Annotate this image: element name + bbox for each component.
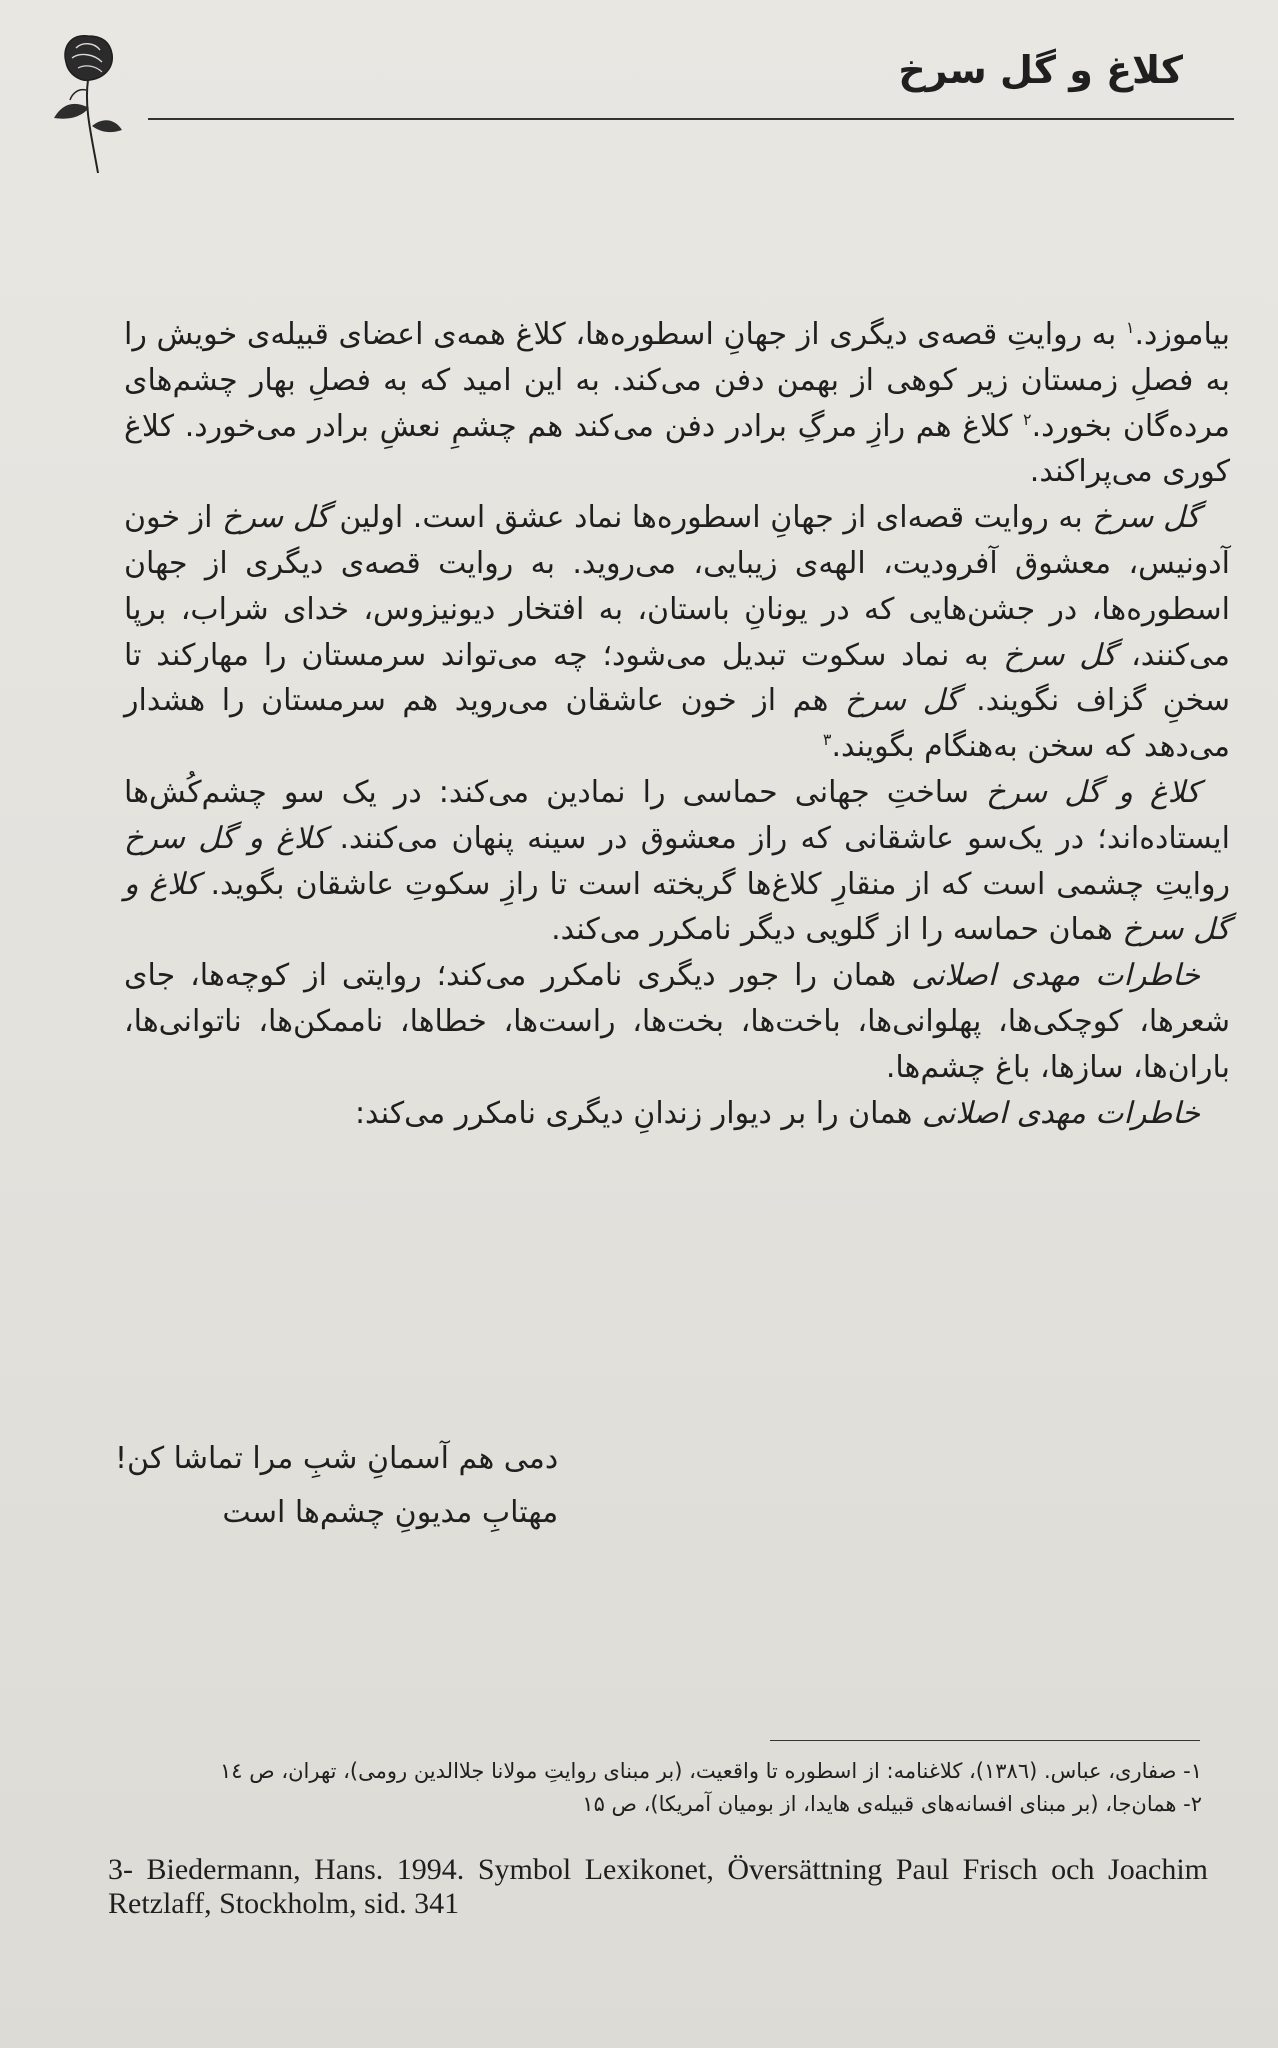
running-header-title: کلاغ و گل سرخ: [898, 48, 1183, 92]
poem: [115, 1432, 558, 1540]
footnote-3: 3- Biedermann, Hans. 1994. Symbol Lexikonet, Översättning Paul Frisch och Joachim Retzlaff, Stockholm, sid. 341: [108, 1853, 1208, 1920]
footnotes: [110, 1755, 1202, 1821]
paragraph-memoirs: خاطرات مهدی اصلانی همان را جور دیگری نامکرر می‌کند؛ روایتی از کوچه‌ها، جای شعرها، کوچکی‌ها، پهلوانی‌ها، باخت‌ها، بخت‌ها، راست‌ها، خطاها، ناممکن‌ها، ناتوانی‌ها، باران‌ها، سازها، باغ چشم‌ها.: [124, 958, 1230, 1085]
paragraph-crow-burial: بیاموزد.$^۱$ به روایتِ قصه‌ی دیگری از جهانِ اسطوره‌ها، کلاغ همه‌ی اعضای قبیله‌ی خویش را به فصلِ زمستان زیر کوهی از بهمن دفن می‌کند. به این امید که به فصلِ بهار چشم‌های مرده‌گان بخورد.$^۲$ کلاغ هم رازِ مرگِ برادر دفن می‌کند هم چشمِ نعشِ برادر می‌خورد. کلاغ کوری می‌پراکند.: [124, 317, 1230, 490]
footnote-rule: [770, 1740, 1200, 1741]
rose-icon: [48, 28, 128, 178]
poem-line-2: مهتابِ مدیونِ چشم‌ها است: [222, 1495, 559, 1530]
footnote-ref-1: ۱: [1125, 318, 1135, 337]
body-text: [124, 312, 1230, 1136]
footnote-ref-3: ۳: [822, 730, 832, 750]
paragraph-red-rose: گل سرخ به روایت قصه‌ای از جهانِ اسطوره‌ها نماد عشق است. اولین گل سرخ از خون آدونیس، معشوق آفرودیت، الهه‌ی زیبایی، می‌روید. به روایت قصه‌ی دیگری از جهان اسطوره‌ها، در جشن‌هایی که در یونانِ باستان، به افتخار دیونیزوس، خدای شراب، برپا می‌کنند، گل سرخ به نماد سکوت تبدیل می‌شود؛ چه می‌تواند سرمستان را مهارکند تا سخنِ گزاف نگویند. گل سرخ هم از خون عاشقان می‌روید هم سرمستان را هشدار می‌دهد که سخن به‌هنگام بگویند.$^۳$: [124, 500, 1231, 765]
footnote-ref-2: ۲: [1022, 409, 1032, 429]
footnote-2: ۲- همان‌جا، (بر مبنای افسانه‌های قبیله‌ی هایدا، از بومیان آمریکا)، ص ۱۵: [582, 1792, 1202, 1816]
paragraph-crow-and-rose: کلاغ و گل سرخ ساختِ جهانی حماسی را نمادین می‌کند: در یک سو چشم‌کُش‌ها ایستاده‌اند؛ در یک‌سو عاشقانی که راز معشوق در سینه پنهان می‌کنند. کلاغ و گل سرخ روایتِ چشمی است که از منقارِ کلاغ‌ها گریخته است تا رازِ سکوتِ عاشقان بگوید. کلاغ و گل سرخ همان حماسه را از گلویی دیگر نامکرر می‌کند.: [124, 774, 1230, 948]
footnote-1: ۱- صفاری، عباس. (۱۳۸٦)، کلاغنامه: از اسطوره تا واقعیت، (بر مبنای روایتِ مولانا جلاالدین رومی)، تهران، ص ١٤: [220, 1759, 1202, 1783]
header-rule: [148, 118, 1234, 120]
poem-line-1: دمی هم آسمانِ شبِ مرا تماشا کن!: [115, 1441, 559, 1476]
paragraph-memoirs-prison: خاطرات مهدی اصلانی همان را بر دیوار زندانِ دیگری نامکرر می‌کند:: [354, 1095, 1200, 1131]
